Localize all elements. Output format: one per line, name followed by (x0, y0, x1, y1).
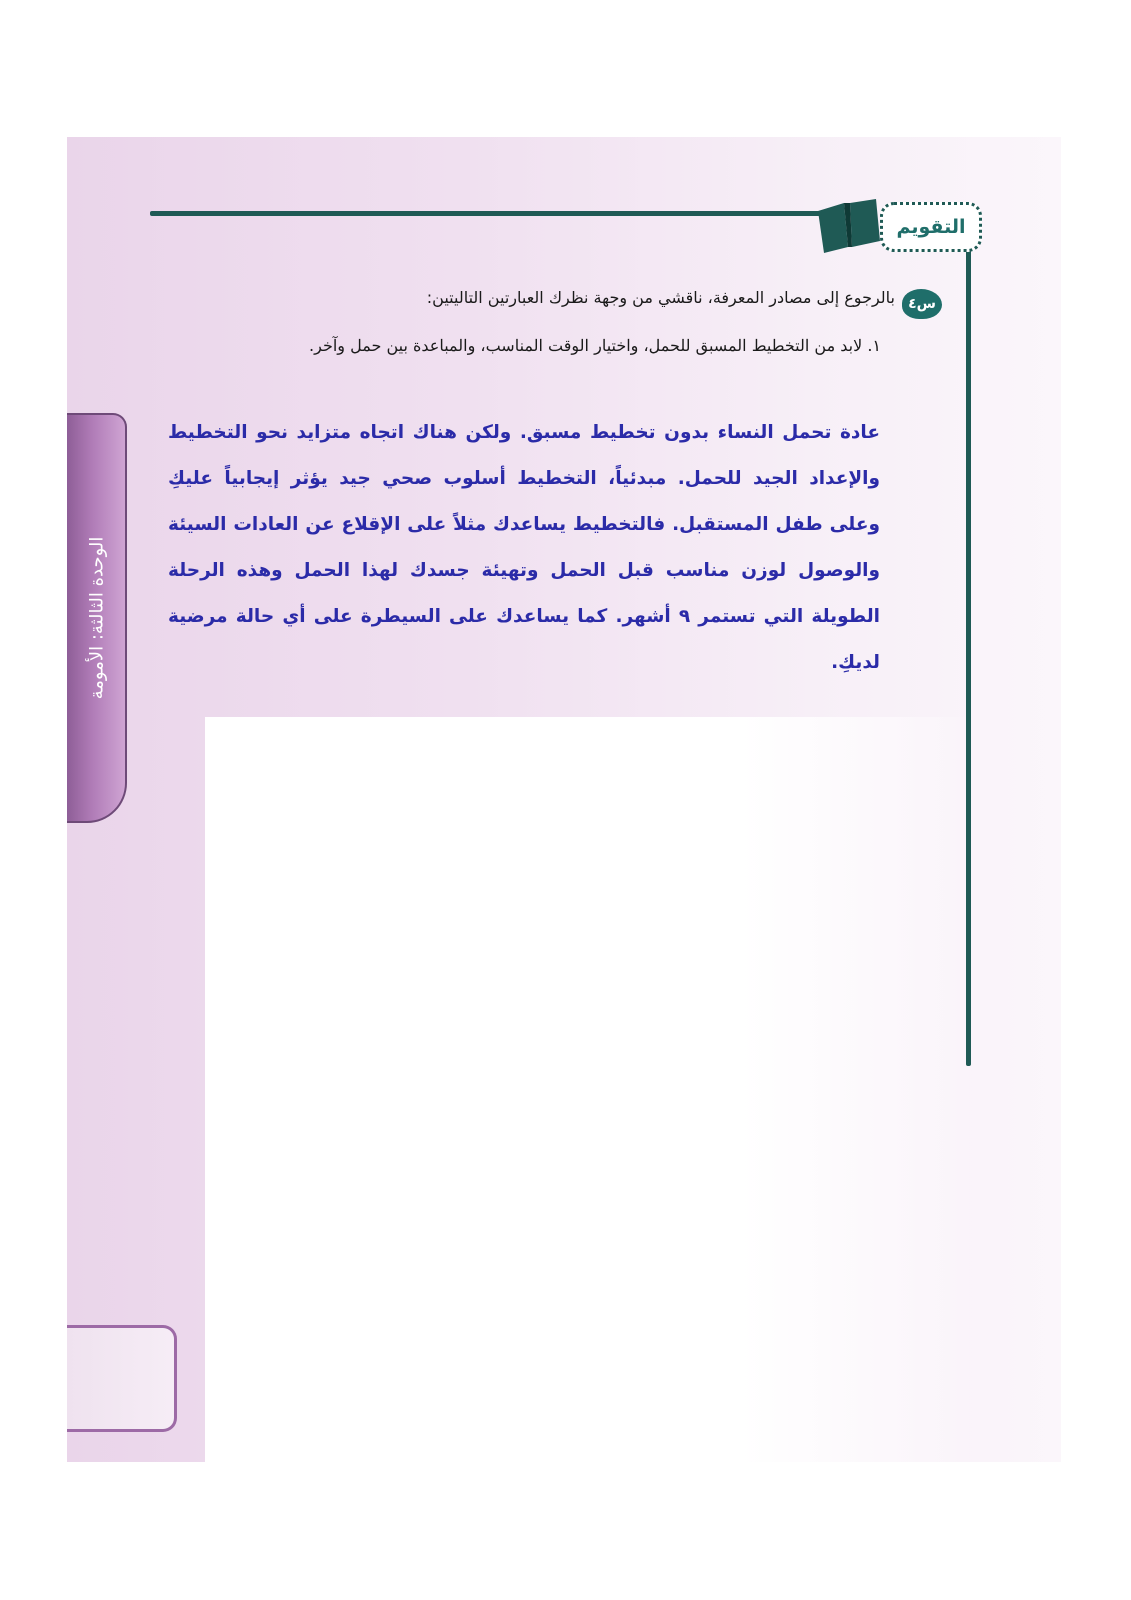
header-rule (150, 211, 830, 216)
question-prompt: بالرجوع إلى مصادر المعرفة، ناقشي من وجهة نظرك العبارتين التاليتين: (426, 288, 895, 307)
unit-label: الوحدة الثالثة: الأمومة (86, 536, 108, 700)
question-statement: ١. لابد من التخطيط المسبق للحمل، واختيار الوقت المناسب، والمباعدة بين حمل وآخر. (309, 336, 881, 355)
side-rule (966, 228, 971, 1066)
section-tab (880, 202, 982, 252)
content-panel (205, 717, 969, 1462)
answer-text: عادة تحمل النساء بدون تخطيط مسبق. ولكن هناك اتجاه متزايد نحو التخطيط والإعداد الجيد للحمل. مبدئياً، التخطيط أسلوب صحي جيد يؤثر إيجابياً عليكِ وعلى طفل المستقبل. فالتخطيط يساعدك مثلاً على الإقلاع عن العادات السيئة والوصول لوزن مناسب قبل الحمل وتهيئة جسدك لهذا الحمل وهذه الرحلة الطويلة التي تستمر ٩ أشهر. كما يساعدك على السيطرة على أي حالة مرضية لديكِ. (168, 422, 880, 673)
book-icon (814, 197, 882, 255)
question-badge: س٤ (902, 289, 942, 319)
page-number-box (67, 1325, 177, 1432)
section-title: التقويم (896, 216, 966, 238)
